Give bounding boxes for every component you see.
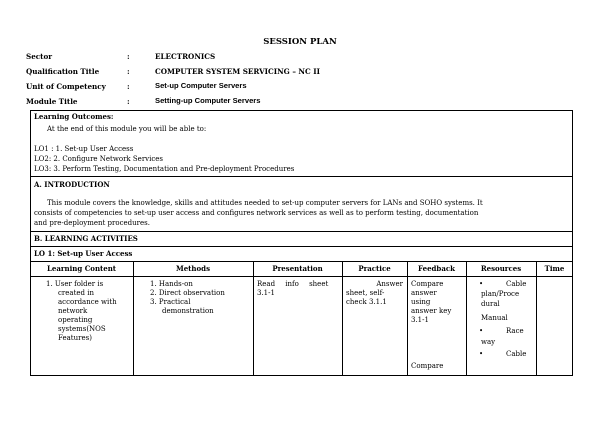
sector-value: ELECTRONICS bbox=[155, 52, 216, 61]
column-divider bbox=[407, 261, 408, 376]
outcome-item: LO3: 3. Perform Testing, Documentation and Pre-deployment Procedures bbox=[34, 165, 295, 173]
column-header-time: Time bbox=[544, 264, 565, 273]
column-divider bbox=[133, 261, 134, 376]
column-header-resources: Resources bbox=[480, 264, 522, 273]
feedback-line: Compare bbox=[411, 280, 444, 288]
qualification-value: COMPUTER SYSTEM SERVICING – NC II bbox=[155, 67, 320, 76]
column-header-practice: Practice bbox=[358, 264, 391, 273]
divider bbox=[30, 276, 573, 277]
feedback-line: answer bbox=[411, 289, 437, 297]
module-label: Module Title bbox=[26, 97, 78, 106]
unit-value: Set-up Computer Servers bbox=[155, 81, 247, 90]
column-divider bbox=[253, 261, 254, 376]
feedback-line: using bbox=[411, 298, 431, 306]
lo-heading: LO 1: Set-up User Access bbox=[34, 249, 133, 258]
column-divider bbox=[536, 261, 537, 376]
introduction-line: and pre-deployment procedures. bbox=[34, 219, 150, 227]
resource-line: Cable bbox=[506, 280, 527, 288]
presentation-line: 3.1-1 bbox=[257, 289, 275, 297]
divider bbox=[30, 176, 573, 177]
method-item: 1. Hands-on bbox=[150, 280, 193, 288]
bullet-icon: • bbox=[479, 350, 484, 358]
introduction-line: consists of competencies to set-up user access and configures network services as well as to perform testing, documentation bbox=[34, 209, 479, 217]
bullet-icon: • bbox=[479, 327, 484, 335]
practice-line: check 3.1.1 bbox=[346, 298, 387, 306]
outcome-item: LO2: 2. Configure Network Services bbox=[34, 155, 164, 163]
unit-label: Unit of Competency bbox=[26, 82, 106, 91]
content-line: network bbox=[58, 307, 88, 315]
module-sep: : bbox=[127, 97, 130, 106]
method-item: 3. Practical bbox=[150, 298, 191, 306]
outcomes-heading: Learning Outcomes: bbox=[34, 112, 114, 121]
divider bbox=[30, 261, 573, 262]
content-line: accordance with bbox=[58, 298, 117, 306]
resource-line: dural bbox=[481, 300, 500, 308]
activities-heading: B. LEARNING ACTIVITIES bbox=[34, 234, 138, 243]
introduction-line: This module covers the knowledge, skills and attitudes needed to set-up computer servers for LANs and SOHO systems. It bbox=[47, 199, 483, 207]
sector-sep: : bbox=[127, 52, 130, 61]
sector-label: Sector bbox=[26, 52, 53, 61]
divider bbox=[30, 231, 573, 232]
module-value: Setting-up Computer Servers bbox=[155, 96, 261, 105]
page-title: SESSION PLAN bbox=[263, 37, 337, 47]
outcomes-intro: At the end of this module you will be able to: bbox=[47, 125, 207, 133]
method-item: 2. Direct observation bbox=[150, 289, 225, 297]
introduction-heading: A. INTRODUCTION bbox=[34, 180, 110, 189]
content-line: operating bbox=[58, 316, 93, 324]
presentation-line: Read info sheet bbox=[257, 280, 329, 288]
resource-line: Cable bbox=[506, 350, 527, 358]
column-divider bbox=[466, 261, 467, 376]
qualification-label: Qualification Title bbox=[26, 67, 100, 76]
practice-line: sheet, self- bbox=[346, 289, 385, 297]
column-header-feedback: Feedback bbox=[418, 264, 455, 273]
column-header-presentation: Presentation bbox=[272, 264, 323, 273]
bullet-icon: • bbox=[479, 280, 484, 288]
resource-line: plan/Proce bbox=[481, 290, 520, 298]
resource-line: way bbox=[481, 338, 496, 346]
content-line: created in bbox=[58, 289, 94, 297]
outcome-item: LO1 : 1. Set-up User Access bbox=[34, 145, 134, 153]
content-line: Features) bbox=[58, 334, 92, 342]
column-header-methods: Methods bbox=[175, 264, 211, 273]
divider bbox=[30, 246, 573, 247]
practice-line: Answer bbox=[376, 280, 403, 288]
resource-line: Manual bbox=[481, 314, 508, 322]
feedback-line: 3.1-1 bbox=[411, 316, 429, 324]
feedback-line: Compare bbox=[411, 362, 444, 370]
resource-line: Race bbox=[506, 327, 524, 335]
qualification-sep: : bbox=[127, 67, 130, 76]
content-line: systems(NOS bbox=[58, 325, 106, 333]
unit-sep: : bbox=[127, 82, 130, 91]
column-header-learning-content: Learning Content bbox=[46, 264, 117, 273]
feedback-line: answer key bbox=[411, 307, 452, 315]
column-divider bbox=[342, 261, 343, 376]
method-item: demonstration bbox=[162, 307, 214, 315]
content-line: 1. User folder is bbox=[46, 280, 104, 288]
